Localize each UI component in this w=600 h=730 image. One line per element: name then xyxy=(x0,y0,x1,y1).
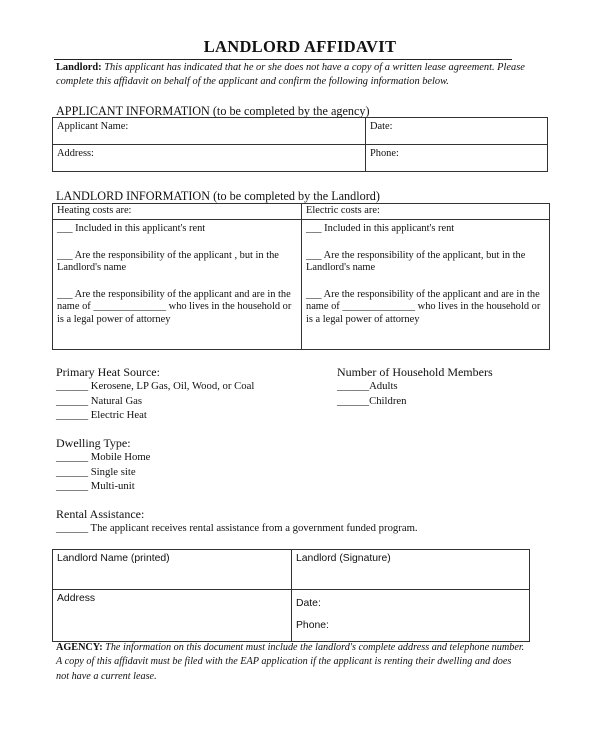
heating-costs-header: Heating costs are: xyxy=(53,204,302,220)
applicant-name-field[interactable] xyxy=(53,118,366,145)
applicant-phone-label: Phone: xyxy=(370,148,399,159)
agency-label: AGENCY: xyxy=(56,642,103,653)
date-phone-field[interactable] xyxy=(292,590,530,642)
applicant-phone-field[interactable] xyxy=(366,145,548,172)
applicant-date-field[interactable] xyxy=(366,118,548,145)
landlord-name-field[interactable] xyxy=(53,550,292,590)
costs-table xyxy=(52,203,550,350)
heat-source-electric[interactable]: ______ Electric Heat xyxy=(56,409,147,422)
page-title: LANDLORD AFFIDAVIT xyxy=(203,37,397,56)
intro-paragraph xyxy=(56,61,526,89)
signature-table xyxy=(52,549,530,642)
electric-options xyxy=(302,220,550,350)
agency-footnote xyxy=(56,641,526,684)
heat-source-list xyxy=(56,379,254,423)
intro-label: Landlord: xyxy=(56,62,102,73)
rental-option[interactable]: ______ The applicant receives rental assistance from a government funded program. xyxy=(56,522,418,534)
signature-phone-label: Phone: xyxy=(296,620,329,631)
signature-date-label: Date: xyxy=(296,598,321,609)
agency-text: The information on this document must include the landlord's complete address and telephone number. A copy of this affidavit must be filed with the EAP application if the applicant is renting their dwelling and does not have a current lease. xyxy=(56,642,525,682)
electric-option-other-name[interactable]: ___ Are the responsibility of the applicant and are in the name of ______________ who lives in the household or is a legal power of attorney xyxy=(306,288,541,325)
heat-source-natural-gas[interactable]: ______ Natural Gas xyxy=(56,394,143,407)
household-children[interactable]: ______Children xyxy=(337,394,407,407)
heating-option-included[interactable]: ___ Included in this applicant's rent xyxy=(57,223,206,234)
household-adults[interactable]: ______Adults xyxy=(337,380,398,392)
landlord-name-label: Landlord Name (printed) xyxy=(57,553,170,564)
landlord-signature-field[interactable] xyxy=(292,550,530,590)
heat-source-kerosene[interactable]: ______ Kerosene, LP Gas, Oil, Wood, or Coal xyxy=(56,380,255,392)
electric-costs-header: Electric costs are: xyxy=(302,204,550,220)
household-heading: Number of Household Members xyxy=(337,365,493,379)
landlord-section-heading: LANDLORD INFORMATION (to be completed by the Landlord) xyxy=(56,189,380,203)
applicant-name-label: Applicant Name: xyxy=(57,121,129,132)
landlord-address-field[interactable] xyxy=(53,590,292,642)
heating-option-landlord-name[interactable]: ___ Are the responsibility of the applicant , but in the Landlord's name xyxy=(57,249,279,274)
dwelling-list xyxy=(56,450,150,494)
dwelling-mobile-home[interactable]: ______ Mobile Home xyxy=(56,451,151,463)
applicant-address-field[interactable] xyxy=(53,145,366,172)
dwelling-heading: Dwelling Type: xyxy=(56,436,131,450)
landlord-signature-label: Landlord (Signature) xyxy=(296,553,391,564)
rental-heading: Rental Assistance: xyxy=(56,507,145,521)
heating-option-other-name[interactable]: ___ Are the responsibility of the applicant and are in the name of ______________ who lives in the household or is a legal power of attorney xyxy=(57,288,292,325)
heating-options xyxy=(53,220,302,350)
electric-option-landlord-name[interactable]: ___ Are the responsibility of the applicant, but in the Landlord's name xyxy=(306,249,526,274)
landlord-address-label: Address xyxy=(57,593,96,604)
heat-source-heading: Primary Heat Source: xyxy=(56,365,160,379)
applicant-address-label: Address: xyxy=(57,148,94,159)
intro-text: This applicant has indicated that he or she does not have a copy of a written lease agreement. Please complete this affidavit on behalf of the applicant and confirm the following information below. xyxy=(56,62,525,87)
household-list xyxy=(337,379,406,408)
title-rule xyxy=(54,59,512,60)
applicant-section-heading: APPLICANT INFORMATION (to be completed by the agency) xyxy=(56,104,370,118)
applicant-table xyxy=(52,117,548,172)
applicant-date-label: Date: xyxy=(370,121,393,132)
dwelling-multi-unit[interactable]: ______ Multi-unit xyxy=(56,480,135,493)
electric-option-included[interactable]: ___ Included in this applicant's rent xyxy=(306,223,455,234)
dwelling-single-site[interactable]: ______ Single site xyxy=(56,465,136,478)
